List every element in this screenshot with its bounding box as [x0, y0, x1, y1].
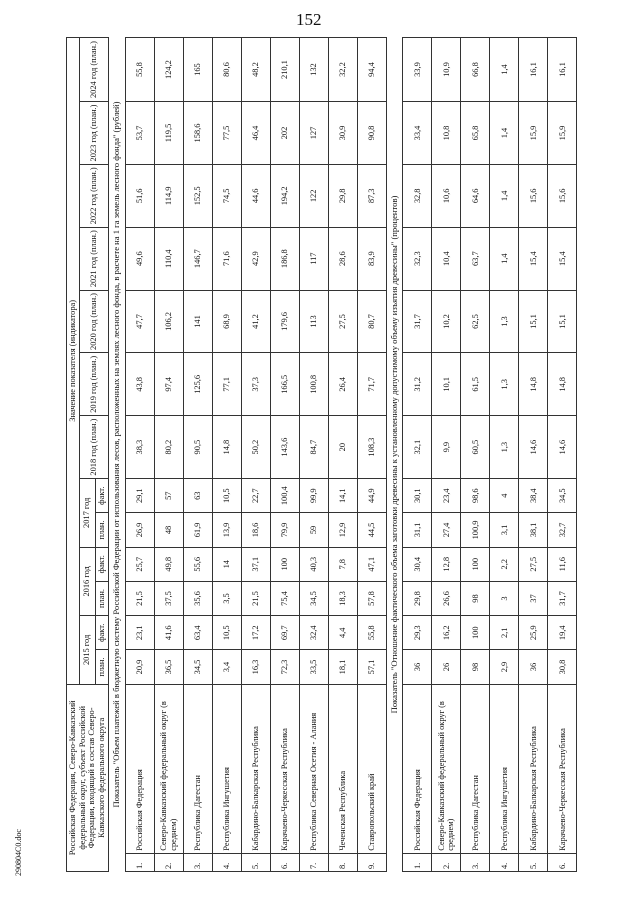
table-cell-value: 10,4 [432, 227, 461, 290]
table-cell-value: 143,6 [270, 416, 299, 479]
table-cell-value: 125,6 [183, 353, 212, 416]
table-cell-value: 26,4 [328, 353, 357, 416]
table-cell-value: 74,5 [212, 164, 241, 227]
table-cell-value: 80,7 [357, 290, 386, 353]
row-number: 6. [548, 853, 577, 871]
table-cell-value: 1,4 [490, 102, 519, 165]
table-cell-value: 179,6 [270, 290, 299, 353]
table-cell-value: 15,4 [548, 227, 577, 290]
table-cell-value: 29,3 [403, 616, 432, 650]
table-cell-value: 59 [299, 513, 328, 547]
row-number: 2. [432, 853, 461, 871]
table-cell-value: 210,1 [270, 38, 299, 102]
table-cell-value: 32,4 [299, 616, 328, 650]
table-cell-value: 132 [299, 38, 328, 102]
table-cell-value: 10,9 [432, 38, 461, 102]
table-cell-value: 36 [519, 650, 548, 684]
header-subcolumn: план. [95, 513, 108, 547]
table-cell-value: 16,2 [432, 616, 461, 650]
table-cell-value: 27,5 [328, 290, 357, 353]
table-cell-value: 57 [154, 479, 183, 513]
row-region-name: Республика Дагестан [461, 684, 490, 853]
table-cell-value: 10,2 [432, 290, 461, 353]
header-plan-year: 2020 год (план.) [79, 290, 108, 353]
table-cell-value: 106,2 [154, 290, 183, 353]
table-cell-value: 41,6 [154, 616, 183, 650]
table-cell-value: 18,1 [328, 650, 357, 684]
table-cell-value: 61,9 [183, 513, 212, 547]
table-cell-value: 90,8 [357, 102, 386, 165]
header-indicator-group: Значение показателя (индикатора) [67, 38, 80, 685]
table-row [548, 38, 577, 872]
table-cell-value: 1,3 [490, 353, 519, 416]
header-subcolumn: факт. [95, 479, 108, 513]
table-cell-value: 34,5 [183, 650, 212, 684]
table-cell-value: 32,2 [328, 38, 357, 102]
header-year: 2016 год [79, 547, 95, 616]
table-cell-value: 194,2 [270, 164, 299, 227]
table-cell-value: 100,8 [299, 353, 328, 416]
section-title: Показатель "Объем платежей в бюджетную систему Российской Федерации от использования лесов, расположенных на землях лесного фонда, в расчете на 1 га земель лесного фонда" (рублей) [108, 38, 125, 872]
table-cell-value: 37,3 [241, 353, 270, 416]
table-cell-value: 1,4 [490, 38, 519, 102]
table-cell-value: 166,5 [270, 353, 299, 416]
table-cell-value: 117 [299, 227, 328, 290]
footer-filename: 290804С0.doc [14, 829, 23, 876]
table-cell-value: 34,5 [548, 479, 577, 513]
table-cell-value: 77,1 [212, 353, 241, 416]
table-cell-value: 15,1 [548, 290, 577, 353]
header-plan-year: 2022 год (план.) [79, 164, 108, 227]
table-cell-value: 72,3 [270, 650, 299, 684]
table-cell-value: 98 [461, 581, 490, 615]
table-cell-value: 71,6 [212, 227, 241, 290]
table-cell-value: 30,9 [328, 102, 357, 165]
table-cell-value: 14,6 [548, 416, 577, 479]
table-cell-value: 55,8 [125, 38, 154, 102]
table-cell-value: 1,3 [490, 416, 519, 479]
table-cell-value: 1,4 [490, 227, 519, 290]
table-cell-value: 21,5 [241, 581, 270, 615]
table-cell-value: 14,8 [212, 416, 241, 479]
table-cell-value: 57,1 [357, 650, 386, 684]
table-cell-value: 79,9 [270, 513, 299, 547]
table-cell-value: 32,1 [403, 416, 432, 479]
table-cell-value: 13,9 [212, 513, 241, 547]
row-region-name: Ставропольский край [357, 684, 386, 853]
table-cell-value: 64,6 [461, 164, 490, 227]
table-cell-value: 14,8 [548, 353, 577, 416]
table-cell-value: 100 [270, 547, 299, 581]
table-cell-value: 32,3 [403, 227, 432, 290]
row-number: 4. [212, 853, 241, 871]
header-plan-year: 2023 год (план.) [79, 102, 108, 165]
table-cell-value: 22,7 [241, 479, 270, 513]
table-cell-value: 127 [299, 102, 328, 165]
table-cell-value: 11,6 [548, 547, 577, 581]
table-cell-value: 33,5 [299, 650, 328, 684]
table-cell-value: 15,1 [519, 290, 548, 353]
section-title-row [386, 38, 403, 872]
table-cell-value: 32,8 [403, 164, 432, 227]
header-subcolumn: факт. [95, 547, 108, 581]
table-cell-value: 49,8 [154, 547, 183, 581]
table-cell-value: 3 [490, 581, 519, 615]
table-cell-value: 12,8 [432, 547, 461, 581]
table-cell-value: 10,1 [432, 353, 461, 416]
row-region-name: Кабардино-Балкарская Республика [519, 684, 548, 853]
row-region-name: Республика Ингушетия [212, 684, 241, 853]
section-title: Показатель "Отношение фактического объема заготовки древесины к установленному допустимому объему изъятия древесины" (процентов) [386, 38, 403, 872]
table-cell-value: 48,2 [241, 38, 270, 102]
table-cell-value: 15,4 [519, 227, 548, 290]
table-cell-value: 119,5 [154, 102, 183, 165]
table-cell-value: 31,2 [403, 353, 432, 416]
table-cell-value: 21,5 [125, 581, 154, 615]
row-region-name: Кабардино-Балкарская Республика [241, 684, 270, 853]
table-cell-value: 25,7 [125, 547, 154, 581]
table-row [328, 38, 357, 872]
table-row [490, 38, 519, 872]
row-number: 5. [519, 853, 548, 871]
table-cell-value: 75,4 [270, 581, 299, 615]
table-cell-value: 100,9 [461, 513, 490, 547]
table-cell-value: 2,9 [490, 650, 519, 684]
header-region: Российская Федерация, Северо-Кавказский федеральный округ, субъект Российской Федерации, входящий в состав Северо-Кавказского федерального округа [67, 684, 109, 871]
table-cell-value: 27,4 [432, 513, 461, 547]
table-cell-value: 10,5 [212, 479, 241, 513]
table-cell-value: 60,5 [461, 416, 490, 479]
table-cell-value: 100 [461, 547, 490, 581]
table-cell-value: 37,1 [241, 547, 270, 581]
table-cell-value: 152,5 [183, 164, 212, 227]
table-body [108, 38, 577, 872]
table-cell-value: 15,6 [548, 164, 577, 227]
table-row [461, 38, 490, 872]
row-number: 3. [183, 853, 212, 871]
table-cell-value: 44,6 [241, 164, 270, 227]
table-cell-value: 14,1 [328, 479, 357, 513]
table-cell-value: 31,7 [548, 581, 577, 615]
row-region-name: Карачаево-Черкесская Республика [548, 684, 577, 853]
table-cell-value: 29,8 [328, 164, 357, 227]
table-cell-value: 37,5 [154, 581, 183, 615]
table-cell-value: 44,5 [357, 513, 386, 547]
table-cell-value: 30,4 [403, 547, 432, 581]
table-cell-value: 84,7 [299, 416, 328, 479]
table-cell-value: 42,9 [241, 227, 270, 290]
header-plan-year: 2021 год (план.) [79, 227, 108, 290]
table-cell-value: 20 [328, 416, 357, 479]
table-cell-value: 12,9 [328, 513, 357, 547]
section-title-row [108, 38, 125, 872]
table-cell-value: 40,3 [299, 547, 328, 581]
header-plan-year: 2018 год (план.) [79, 416, 108, 479]
table-cell-value: 186,8 [270, 227, 299, 290]
table-cell-value: 61,5 [461, 353, 490, 416]
row-number: 9. [357, 853, 386, 871]
table-cell-value: 94,4 [357, 38, 386, 102]
table-cell-value: 16,3 [241, 650, 270, 684]
table-cell-value: 63,7 [461, 227, 490, 290]
row-region-name: Российская Федерация [403, 684, 432, 853]
table-row [125, 38, 154, 872]
table-cell-value: 114,9 [154, 164, 183, 227]
table-cell-value: 141 [183, 290, 212, 353]
table-cell-value: 23,4 [432, 479, 461, 513]
table-cell-value: 122 [299, 164, 328, 227]
table-cell-value: 23,1 [125, 616, 154, 650]
table-cell-value: 14,6 [519, 416, 548, 479]
table-row [519, 38, 548, 872]
table-cell-value: 17,2 [241, 616, 270, 650]
table-cell-value: 1,4 [490, 164, 519, 227]
header-year: 2017 год [79, 479, 95, 548]
table-cell-value: 20,9 [125, 650, 154, 684]
table-cell-value: 25,9 [519, 616, 548, 650]
table-cell-value: 10,5 [212, 616, 241, 650]
table-cell-value: 37 [519, 581, 548, 615]
table-cell-value: 50,2 [241, 416, 270, 479]
table-cell-value: 55,6 [183, 547, 212, 581]
table-cell-value: 10,6 [432, 164, 461, 227]
table-cell-value: 2,1 [490, 616, 519, 650]
page-number: 152 [296, 10, 322, 29]
header-subcolumn: план. [95, 581, 108, 615]
row-number: 8. [328, 853, 357, 871]
table-cell-value: 108,3 [357, 416, 386, 479]
table-cell-value: 38,3 [125, 416, 154, 479]
table-cell-value: 2,2 [490, 547, 519, 581]
table-cell-value: 30,8 [548, 650, 577, 684]
row-region-name: Северо-Кавказский федеральный округ (в среднем) [154, 684, 183, 853]
table-cell-value: 53,7 [125, 102, 154, 165]
table-cell-value: 46,4 [241, 102, 270, 165]
table-cell-value: 18,3 [328, 581, 357, 615]
table-cell-value: 14 [212, 547, 241, 581]
row-number: 7. [299, 853, 328, 871]
header-subcolumn: план. [95, 650, 108, 684]
table-cell-value: 3,4 [212, 650, 241, 684]
table-cell-value: 26 [432, 650, 461, 684]
table-row [270, 38, 299, 872]
table-cell-value: 31,1 [403, 513, 432, 547]
table-row [299, 38, 328, 872]
row-number: 6. [270, 853, 299, 871]
table-cell-value: 98 [461, 650, 490, 684]
table-cell-value: 4 [490, 479, 519, 513]
table-cell-value: 35,6 [183, 581, 212, 615]
table-cell-value: 62,5 [461, 290, 490, 353]
table-cell-value: 33,4 [403, 102, 432, 165]
table-cell-value: 49,6 [125, 227, 154, 290]
table-cell-value: 28,6 [328, 227, 357, 290]
header-plan-year: 2019 год (план.) [79, 353, 108, 416]
row-region-name: Российская Федерация [125, 684, 154, 853]
table-cell-value: 44,9 [357, 479, 386, 513]
table-cell-value: 90,5 [183, 416, 212, 479]
table-cell-value: 18,6 [241, 513, 270, 547]
table-row [212, 38, 241, 872]
table-cell-value: 30,1 [403, 479, 432, 513]
table-row [403, 38, 432, 872]
row-region-name: Карачаево-Черкесская Республика [270, 684, 299, 853]
table-cell-value: 3,5 [212, 581, 241, 615]
table-cell-value: 100 [461, 616, 490, 650]
table-cell-value: 100,4 [270, 479, 299, 513]
table-row [241, 38, 270, 872]
table-cell-value: 4,4 [328, 616, 357, 650]
table-cell-value: 14,8 [519, 353, 548, 416]
row-number: 3. [461, 853, 490, 871]
table-cell-value: 7,8 [328, 547, 357, 581]
row-region-name: Республика Ингушетия [490, 684, 519, 853]
table-row [432, 38, 461, 872]
table-cell-value: 77,5 [212, 102, 241, 165]
table-cell-value: 10,8 [432, 102, 461, 165]
table-cell-value: 1,3 [490, 290, 519, 353]
table-cell-value: 15,6 [519, 164, 548, 227]
indicator-table [66, 37, 577, 872]
table-cell-value: 80,2 [154, 416, 183, 479]
table-cell-value: 124,2 [154, 38, 183, 102]
table-cell-value: 15,9 [519, 102, 548, 165]
table-cell-value: 69,7 [270, 616, 299, 650]
table-cell-value: 83,9 [357, 227, 386, 290]
table-cell-value: 16,1 [548, 38, 577, 102]
row-number: 2. [154, 853, 183, 871]
table-cell-value: 32,7 [548, 513, 577, 547]
table-cell-value: 63,4 [183, 616, 212, 650]
table-cell-value: 16,1 [519, 38, 548, 102]
table-cell-value: 65,8 [461, 102, 490, 165]
table-cell-value: 29,8 [403, 581, 432, 615]
table-cell-value: 15,9 [548, 102, 577, 165]
table-cell-value: 158,6 [183, 102, 212, 165]
row-region-name: Республика Северная Осетия - Алания [299, 684, 328, 853]
table-cell-value: 113 [299, 290, 328, 353]
rotated-table-sheet [66, 37, 614, 872]
table-cell-value: 68,9 [212, 290, 241, 353]
row-number: 4. [490, 853, 519, 871]
table-cell-value: 38,1 [519, 513, 548, 547]
table-cell-value: 36,5 [154, 650, 183, 684]
row-number: 5. [241, 853, 270, 871]
table-row [183, 38, 212, 872]
header-plan-year: 2024 год (план.) [79, 38, 108, 102]
table-row [357, 38, 386, 872]
row-region-name: Северо-Кавказский федеральный округ (в среднем) [432, 684, 461, 853]
table-cell-value: 34,5 [299, 581, 328, 615]
table-cell-value: 98,6 [461, 479, 490, 513]
table-cell-value: 165 [183, 38, 212, 102]
table-cell-value: 3,1 [490, 513, 519, 547]
table-cell-value: 47,1 [357, 547, 386, 581]
table-cell-value: 51,6 [125, 164, 154, 227]
table-cell-value: 47,7 [125, 290, 154, 353]
table-cell-value: 38,4 [519, 479, 548, 513]
table-cell-value: 48 [154, 513, 183, 547]
table-header [67, 38, 109, 872]
row-region-name: Чеченская Республика [328, 684, 357, 853]
table-cell-value: 57,8 [357, 581, 386, 615]
table-cell-value: 80,6 [212, 38, 241, 102]
table-cell-value: 26,6 [432, 581, 461, 615]
row-number: 1. [403, 853, 432, 871]
header-year: 2015 год [79, 616, 95, 685]
table-cell-value: 63 [183, 479, 212, 513]
table-cell-value: 43,8 [125, 353, 154, 416]
table-cell-value: 31,7 [403, 290, 432, 353]
table-cell-value: 9,9 [432, 416, 461, 479]
table-cell-value: 27,5 [519, 547, 548, 581]
table-cell-value: 29,1 [125, 479, 154, 513]
table-cell-value: 19,4 [548, 616, 577, 650]
table-cell-value: 99,9 [299, 479, 328, 513]
table-cell-value: 41,2 [241, 290, 270, 353]
table-cell-value: 87,3 [357, 164, 386, 227]
table-cell-value: 202 [270, 102, 299, 165]
table-cell-value: 26,9 [125, 513, 154, 547]
table-cell-value: 146,7 [183, 227, 212, 290]
table-cell-value: 71,7 [357, 353, 386, 416]
table-cell-value: 36 [403, 650, 432, 684]
table-cell-value: 55,8 [357, 616, 386, 650]
header-subcolumn: факт. [95, 616, 108, 650]
table-cell-value: 33,9 [403, 38, 432, 102]
table-cell-value: 110,4 [154, 227, 183, 290]
table-cell-value: 66,8 [461, 38, 490, 102]
row-region-name: Республика Дагестан [183, 684, 212, 853]
row-number: 1. [125, 853, 154, 871]
table-row [154, 38, 183, 872]
table-cell-value: 97,4 [154, 353, 183, 416]
